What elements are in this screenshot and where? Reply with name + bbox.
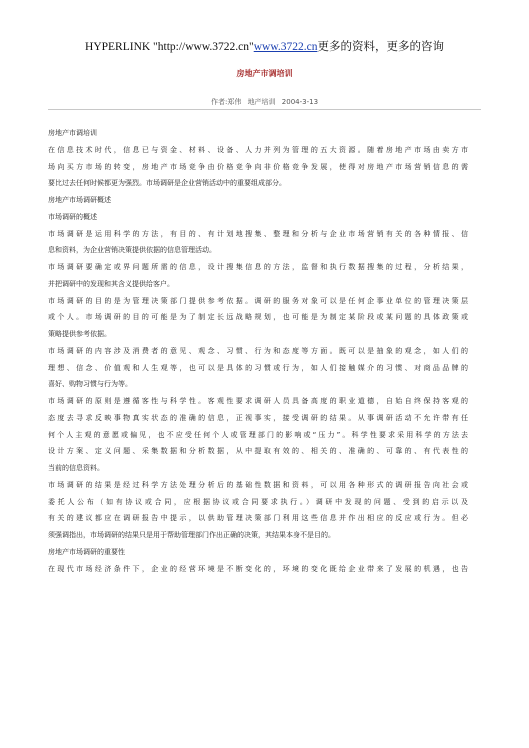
article-body — [48, 125, 468, 577]
body-text-line: 在信息技术时代，信息已与资金、材料、设备、人力并列为管理的五大资源。随着房地产市场由卖方市 — [48, 145, 468, 154]
body-text-line: 在现代市场经济条件下，企业的经营环境是不断变化的，环境的变化既给企业带来了发展的机遇，也告 — [48, 564, 468, 573]
article-byline — [0, 97, 529, 107]
body-text-line: 并把调研中的发现和其含义提供给客户。 — [48, 279, 174, 288]
body-text-line: 或个人。市场调研的目的可能是为了制定长远战略规划，也可能是为制定某阶段或某问题的具体政策或 — [48, 313, 468, 322]
body-text-line: 当前的信息资料。 — [48, 464, 104, 472]
body-text-line: 房地产市场调研的重要性 — [48, 547, 125, 556]
header-hyperlink-prefix: HYPERLINK "http://www.3722.cn" — [85, 41, 254, 53]
body-text-line: 市场调研的目的是为管理决策部门提供参考依据。调研的服务对象可以是任何企事业单位的管理决策层 — [48, 296, 468, 305]
body-text-line: 场向买方市场的转变，房地产市场竞争由价格竞争向非价格竞争发展，使得对房地产市场营销信息的需 — [48, 162, 468, 171]
body-text-line: 市场调研要确定或界问题所需的信息，设计搜集信息的方法，监督和执行数据搜集的过程，分析结果， — [48, 263, 468, 271]
body-text-line: 息和资料，为企业营销决策提供依据的信息管理活动。 — [48, 246, 216, 255]
header-link[interactable]: www.3722.cn — [253, 41, 318, 53]
page-header — [0, 40, 529, 54]
article-date: 2004-3-13 — [281, 98, 319, 106]
body-text-line: 房地产市场调研概述 — [48, 196, 111, 204]
body-text-line: 市场调研的原则是遵循客性与科学性。客观性要求调研人员具备高度的职业道德，自始自终保持客观的 — [48, 397, 468, 405]
body-text-line: 理想、信念、价值观和人生观等，也可以是具体的习惯或行为，如人们接触媒介的习惯、对商品品牌的 — [48, 363, 468, 372]
body-text-line: 房地产市调培训 — [48, 129, 97, 137]
article-title: 房地产市调培训 — [236, 69, 293, 78]
body-text-line: 态度去寻求反映事物真实状态的准确的信息，正视事实，接受调研的结果。从事调研活动不允许带有任 — [48, 413, 468, 422]
body-text-line: 要比过去任何时候都更为强烈。市场调研是企业营销活动中的重要组成部分。 — [48, 179, 286, 188]
body-text-line: 设计方案、定义问题、采集数据和分析数据，从中提取有效的、相关的、准确的、可靠的、有代表性的 — [48, 447, 468, 456]
header-tagline: 更多的资料，更多的咨询 — [317, 41, 444, 53]
body-text-line: 须强调指出，市场调研的结果只是用于帮助管理部门作出正确的决策，其结果本身不是目的。 — [48, 531, 335, 539]
body-text-line: 委托人公布（如有协议或合同，应根据协议或合同要求执行。）调研中发现的问题、受到的启示以及 — [48, 497, 468, 506]
body-text-line: 市场调研的结果是经过科学方法处理分析后的基础性数据和资料，可以用各种形式的调研报告向社会或 — [48, 480, 468, 489]
body-text-line: 市场调研是运用科学的方法，有目的、有计划地搜集、整理和分析与企业市场营销有关的各种情报、信 — [48, 229, 468, 238]
article-author: 作者:郑伟 — [210, 98, 242, 106]
title-divider — [48, 109, 481, 110]
body-text-line: 有关的建议都应在调研报告中提示，以供助管理决策部门利用这些信息并作出相应的反应或行为。但必 — [48, 514, 468, 523]
body-text-line: 何个人主观的意愿或偏见，也不应受任何个人或管理部门的影响或“压力”。科学性要求采用科学的方法去 — [48, 430, 468, 439]
body-text-line: 市场调研的内容涉及消费者的意见、观念、习惯、行为和态度等方面。既可以是抽象的观念，如人们的 — [48, 346, 468, 355]
article-category: 地产培训 — [247, 98, 276, 106]
body-text-line: 策略提供参考依据。 — [48, 330, 111, 338]
body-text-line: 喜好、购物习惯与行为等。 — [48, 380, 132, 389]
body-text-line: 市场调研的概述 — [48, 212, 97, 221]
